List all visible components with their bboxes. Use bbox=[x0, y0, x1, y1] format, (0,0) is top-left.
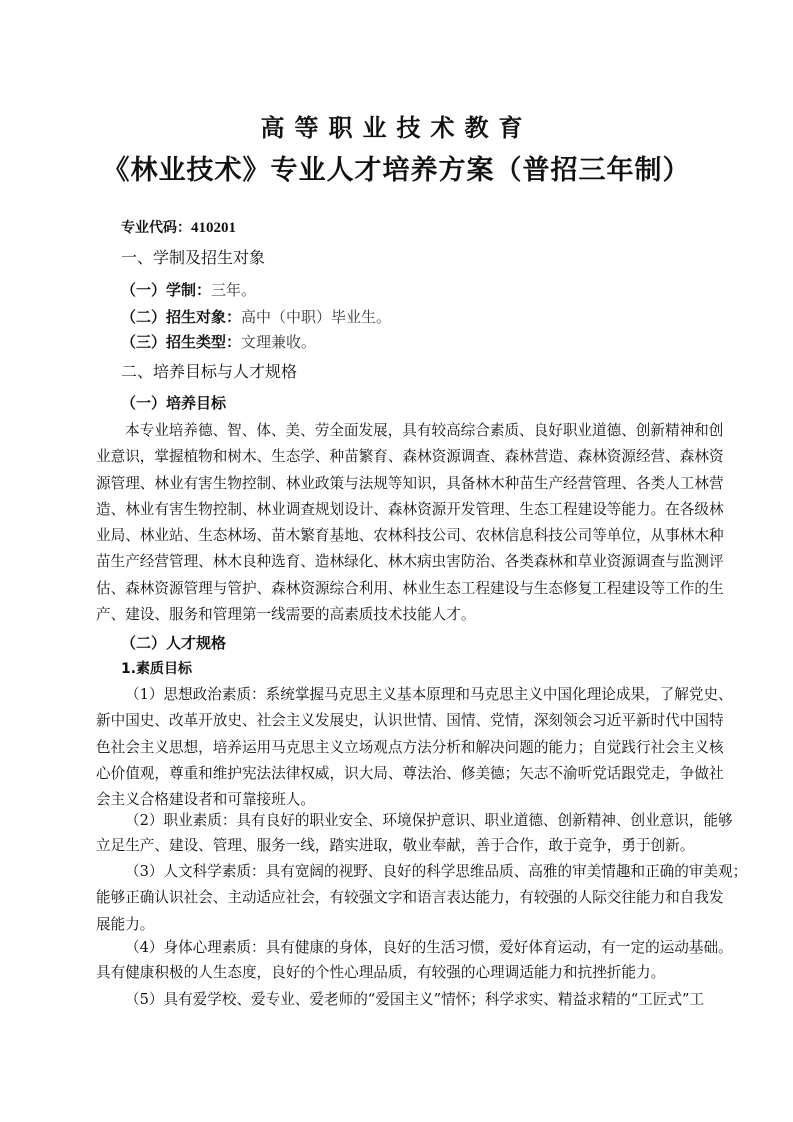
text-line: 具有健康积极的人生态度，良好的个性心理品质，有较强的心理调适能力和抗挫折能力。 bbox=[96, 964, 666, 981]
item-prefix: （一） bbox=[121, 281, 167, 299]
paragraph-humanities-quality bbox=[96, 859, 748, 938]
program-code-label: 专业代码： bbox=[121, 220, 191, 236]
section-heading-2: 二、培养目标与人才规格 bbox=[121, 362, 298, 381]
item-value: 三年。 bbox=[211, 281, 257, 299]
paragraph-political-quality bbox=[96, 682, 733, 813]
program-code-value: 410201 bbox=[191, 220, 236, 236]
subsection-title: （一）培养目标 bbox=[121, 394, 227, 412]
section-1-item-3 bbox=[121, 331, 316, 353]
section-heading-1: 一、学制及招生对象 bbox=[121, 248, 266, 267]
text-line: 估、森林资源管理与管护、森林资源综合利用、林业生态工程建设与生态修复工程建设等工作的生 bbox=[96, 579, 724, 597]
quality-goal-title: 1.素质目标 bbox=[121, 661, 193, 677]
subsection-heading-training-goal bbox=[121, 392, 226, 414]
paragraph-training-goal bbox=[96, 418, 724, 628]
text-line: 新中国史、改革开放史、社会主义发展史，认识世情、国情、党情，深刻领会习近平新时代中国特 bbox=[96, 712, 724, 730]
text-line: 能够正确认识社会、主动适应社会，有较强文字和语言表达能力，有较强的人际交往能力和自我发 bbox=[96, 889, 724, 907]
paragraph-physical-mental-quality bbox=[96, 935, 733, 986]
paragraph-patriotism-craftsman bbox=[96, 987, 705, 1013]
item-label: 学制： bbox=[166, 281, 212, 299]
item-label: 招生类型： bbox=[166, 333, 242, 351]
text-line: 源管理、林业有害生物控制、林业政策与法规等知识，具备林木种苗生产经营管理、各类人工林营 bbox=[96, 474, 724, 492]
text-line: 展能力。 bbox=[96, 915, 155, 933]
text-line: 苗生产经营管理、林木良种选育、造林绿化、林木病虫害防治、各类森林和草业资源调查与监测评 bbox=[96, 553, 724, 571]
text-line: 立足生产、建设、管理、服务一线，踏实进取，敬业奉献，善于合作，敢于竞争，勇于创新。 bbox=[96, 837, 695, 854]
text-line: 本专业培养德、智、体、美、劳全面发展，具有较高综合素质、良好职业道德、创新精神和创 bbox=[125, 422, 724, 439]
text-line: 心价值观，尊重和维护宪法法律权威，识大局、尊法治、修美德；矢志不渝听党话跟党走，争做社 bbox=[96, 764, 724, 782]
item-value: 高中（中职）毕业生。 bbox=[241, 308, 392, 326]
item-value: 文理兼收。 bbox=[241, 333, 317, 351]
text-line: （1）思想政治素质：系统掌握马克思主义基本原理和马克思主义中国化理论成果，了解党史、 bbox=[125, 686, 733, 703]
text-line: 色社会主义思想，培养运用马克思主义立场观点方法分析和解决问题的能力；自觉践行社会主义核 bbox=[96, 738, 724, 756]
text-line: 造、林业有害生物控制、林业调查规划设计、森林资源开发管理、生态工程建设等能力。在各级林 bbox=[96, 500, 724, 518]
text-line: （5）具有爱学校、爱专业、爱老师的“爱国主义”情怀；科学求实、精益求精的“工匠式”工 bbox=[125, 991, 705, 1008]
text-line: 产、建设、服务和管理第一线需要的高素质技术技能人才。 bbox=[96, 606, 476, 624]
subsection-heading-talent-spec bbox=[121, 632, 226, 654]
document-title-line1: 高等职业技术教育 bbox=[260, 114, 533, 142]
text-line: 业局、林业站、生态林场、苗木繁育基地、农林科技公司、农林信息科技公司等单位，从事林木种 bbox=[96, 527, 724, 545]
quality-goal-heading bbox=[121, 658, 192, 680]
subsection-title: （二）人才规格 bbox=[121, 634, 227, 652]
program-code bbox=[121, 218, 236, 238]
text-line: （3）人文科学素质：具有宽阔的视野、良好的科学思维品质、高雅的审美情趣和正确的审美观； bbox=[125, 863, 748, 880]
item-prefix: （二） bbox=[121, 308, 167, 326]
item-label: 招生对象： bbox=[166, 308, 242, 326]
document-title-line2: 《林业技术》专业人才培养方案（普招三年制） bbox=[102, 155, 691, 186]
text-line: （2）职业素质：具有良好的职业安全、环境保护意识、职业道德、创新精神、创业意识，能够 bbox=[125, 812, 733, 829]
section-1-item-2 bbox=[121, 306, 391, 328]
paragraph-professional-quality bbox=[96, 808, 733, 859]
text-line: 会主义合格建设者和可靠接班人。 bbox=[96, 791, 315, 809]
text-line: 业意识，掌握植物和树木、生态学、种苗繁育、森林资源调查、森林营造、森林资源经营、森林资 bbox=[96, 448, 724, 466]
text-line: （4）身体心理素质：具有健康的身体，良好的生活习惯，爱好体育运动，有一定的运动基础。 bbox=[125, 939, 733, 956]
item-prefix: （三） bbox=[121, 333, 167, 351]
section-1-item-1 bbox=[121, 279, 256, 301]
